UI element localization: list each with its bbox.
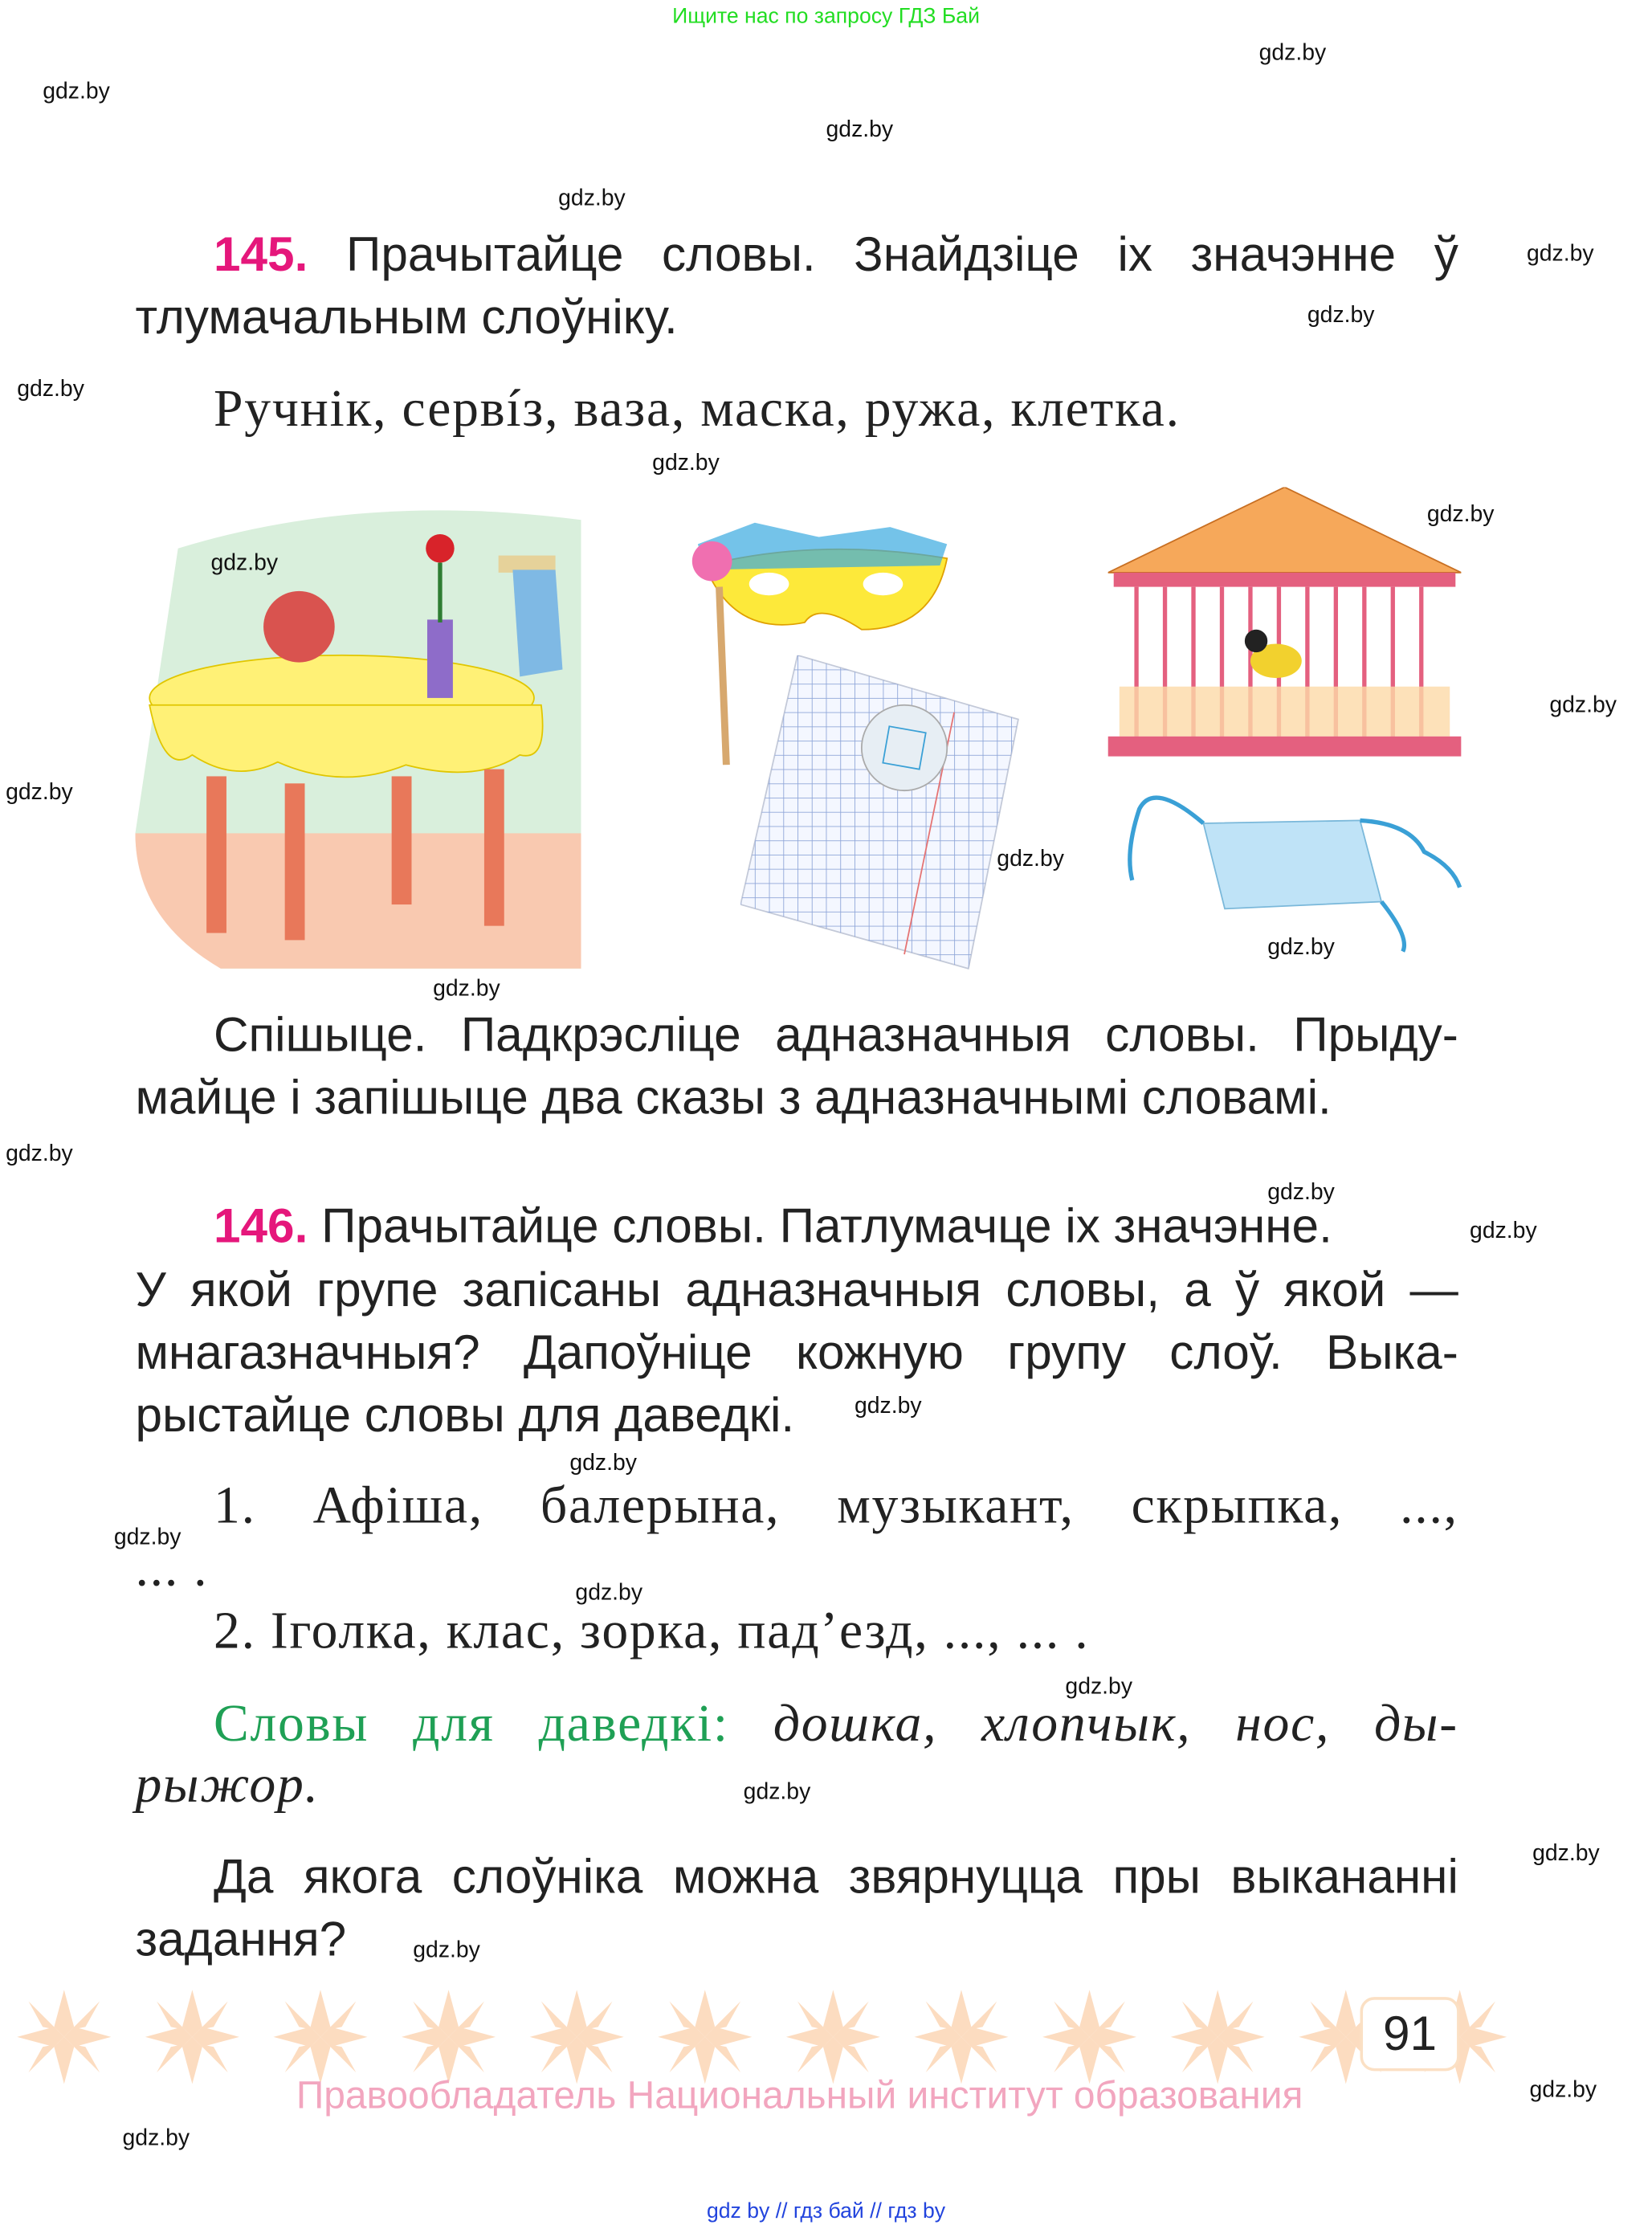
search-hint[interactable]: Ищите нас по запросу ГДЗ Бай <box>672 4 980 29</box>
watermark: gdz.by <box>413 1938 480 1963</box>
exercise-145-task-line1: Спішыце. Падкрэсліце адназначныя словы. Прыду- <box>213 1008 1458 1063</box>
watermark: gdz.by <box>17 377 84 402</box>
watermark: gdz.by <box>1549 693 1617 718</box>
watermark: gdz.by <box>1529 2078 1597 2103</box>
watermark: gdz.by <box>122 2126 190 2151</box>
hint-words-line2: рыжор. <box>135 1756 320 1815</box>
watermark: gdz.by <box>1526 242 1594 267</box>
watermark: gdz.by <box>558 186 626 211</box>
watermark: gdz.by <box>575 1581 643 1606</box>
exercise-146-line2: У якой групе запісаны адназначныя словы, а ў якой — <box>135 1263 1458 1318</box>
watermark: gdz.by <box>1065 1675 1133 1700</box>
watermark: gdz.by <box>1307 303 1375 328</box>
watermark: gdz.by <box>854 1394 922 1419</box>
watermark: gdz.by <box>210 551 279 576</box>
watermark: gdz.by <box>1267 1181 1335 1206</box>
watermark: gdz.by <box>569 1451 637 1476</box>
exercise-145-line1 <box>135 223 1458 286</box>
graph-paper-illustration <box>740 655 1026 976</box>
watermark: gdz.by <box>826 118 894 143</box>
hint-words: дошка, хлопчык, нос, ды- <box>773 1695 1458 1753</box>
exercise-146-line4: рыстайце словы для даведкі. <box>135 1388 795 1443</box>
face-mask-illustration <box>1125 781 1467 954</box>
watermark: gdz.by <box>652 451 720 476</box>
word-list: Ручнік, сервíз, ваза, маска, ружа, клетка. <box>213 380 1181 439</box>
page-number: 91 <box>1360 1997 1460 2071</box>
watermark: gdz.by <box>6 1142 73 1167</box>
hint-label: Словы для даведкі: <box>213 1695 729 1753</box>
ornament-border <box>14 1987 1510 2087</box>
hint-words-line1 <box>214 1693 1458 1756</box>
watermark: gdz.by <box>43 80 110 104</box>
exercise-number: 145. <box>213 227 308 283</box>
watermark: gdz.by <box>997 847 1064 872</box>
word-group-1-continued: ... . <box>135 1539 209 1598</box>
watermark: gdz.by <box>1470 1219 1537 1244</box>
table-illustration <box>135 492 584 969</box>
watermark: gdz.by <box>1258 41 1327 66</box>
exercise-text: Прачытайце словы. Знайдзіце іх значэнне ў <box>346 227 1458 283</box>
word-group-2: 2. Іголка, клас, зорка, пад’езд, ..., ... . <box>213 1602 1090 1661</box>
watermark: gdz.by <box>1267 936 1335 961</box>
exercise-145-line2: тлумачальным слоўніку. <box>135 290 678 345</box>
exercise-text: Прачытайце словы. Патлумачце іх значэнне. <box>321 1199 1332 1254</box>
footer-links[interactable]: gdz by // гдз бай // гдз by <box>706 2198 946 2224</box>
watermark: gdz.by <box>433 977 500 1002</box>
question-line1: Да якога слоўніка можна звярнуцца пры выкананні <box>213 1850 1458 1905</box>
birdcage-illustration <box>1108 487 1462 757</box>
word-group-1: 1. Афіша, балерына, музыкант, скрыпка, ..., <box>213 1476 1458 1536</box>
exercise-146-line1 <box>214 1195 1458 1258</box>
exercise-145-task-line2: майце і запішыце два сказы з адназначнымі словамі. <box>135 1071 1332 1125</box>
watermark: gdz.by <box>1532 1841 1600 1867</box>
exercise-146-line3: мнагазначныя? Дапоўніце кожную групу слоў. Выка- <box>135 1325 1458 1381</box>
watermark: gdz.by <box>113 1525 182 1550</box>
copyright-notice: Правообладатель Национальный институт образования <box>296 2073 1303 2117</box>
exercise-number: 146. <box>213 1199 308 1254</box>
question-line2: задання? <box>135 1913 347 1967</box>
watermark: gdz.by <box>1426 502 1495 528</box>
watermark: gdz.by <box>743 1780 811 1805</box>
watermark: gdz.by <box>6 780 73 805</box>
